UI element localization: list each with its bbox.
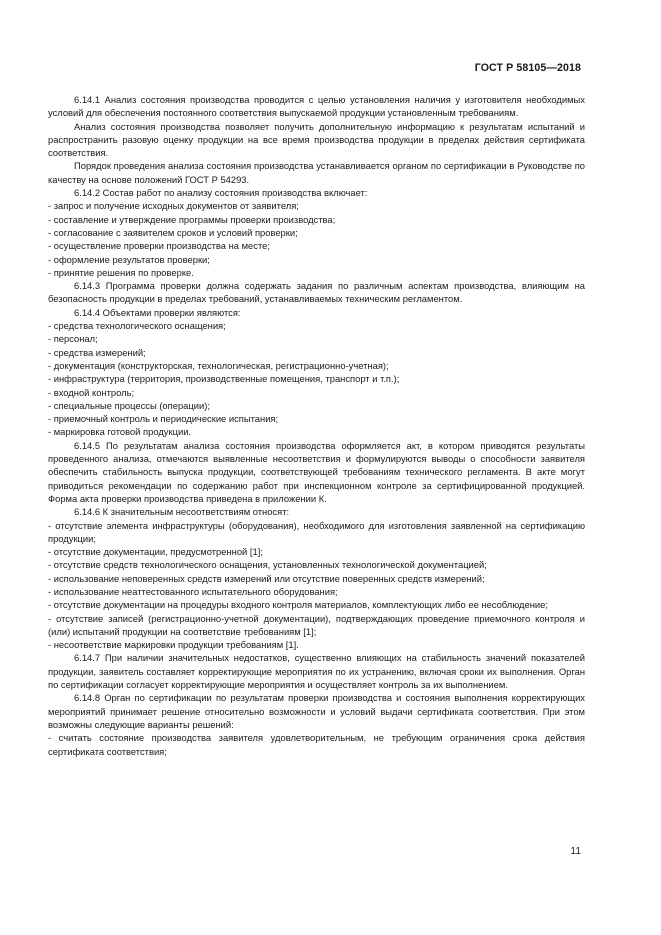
list-item: - средства технологического оснащения; <box>48 320 226 332</box>
list-item: - оформление результатов проверки; <box>48 253 210 265</box>
list-item: - приемочный контроль и периодические испытания; <box>48 413 279 425</box>
list-item: - отсутствие элемента инфраструктуры (оборудования), необходимого для изготовления заявленной на сертификацию продукции; <box>48 519 585 544</box>
list-item: - отсутствие документации на процедуры входного контроля материалов, комплектующих либо ее несоблюдение; <box>48 599 548 611</box>
list-item: - специальные процессы (операции); <box>48 399 210 411</box>
paragraph-6-14-8: 6.14.8 Орган по сертификации по результатам проверки производства и состояния выполнения корректирующих мероприятий принимает решение относительно возможности и условий выдачи сертификата соответствия. При этом возможны следующие варианты решений: <box>48 692 585 730</box>
list-item: - персонал; <box>48 333 98 345</box>
paragraph-6-14-4: 6.14.4 Объектами проверки являются: <box>74 306 241 318</box>
list-item: - маркировка готовой продукции. <box>48 426 192 438</box>
paragraph-6-14-5: 6.14.5 По результатам анализа состояния производства оформляется акт, в котором приводятся результаты проведенного анализа, отмечаются выявленные несоответствия и формулируются выводы о способности заявителя обеспечить стабильность выпуска продукции, соответствующей требованиям технического регламента. В акте могут приводиться рекомендации по содержанию работ при инспекционном контроле за сертифицированной продукцией. Форма акта проверки производства приведена в приложении К. <box>48 439 585 504</box>
paragraph-6-14-7: 6.14.7 При наличии значительных недостатков, существенно влияющих на стабильность значений показателей продукции, заявитель составляет корректирующие мероприятия по их устранению, включая сроки их выполнения. Орган по сертификации согласует корректирующие мероприятия и осуществляет контроль за их выполнением. <box>48 652 585 691</box>
list-item: - составление и утверждение программы проверки производства; <box>48 213 336 225</box>
list-item: - согласование с заявителем сроков и условий проверки; <box>48 226 298 238</box>
list-item: - использование неаттестованного испытательного оборудования; <box>48 585 338 597</box>
list-item: - осуществление проверки производства на месте; <box>48 240 270 252</box>
list-item: - несоответствие маркировки продукции требованиям [1]. <box>48 639 299 651</box>
paragraph-6-14-6: 6.14.6 К значительным несоответствиям относят: <box>74 506 290 518</box>
standard-header: ГОСТ Р 58105—2018 <box>474 62 581 74</box>
list-item: - отсутствие документации, предусмотренной [1]; <box>48 546 263 558</box>
list-item: - отсутствие записей (регистрационно-учетной документации), подтверждающих проведение приемочного контроля и (или) испытаний продукции на соответствие требованиям [1]; <box>48 612 585 637</box>
paragraph-6-14-2: 6.14.2 Состав работ по анализу состояния производства включает: <box>74 187 368 199</box>
paragraph-6-14-1: 6.14.1 Анализ состояния производства проводится с целью установления наличия у изготовителя необходимых условий для обеспечения постоянного соответствия выпускаемой продукции установленным требованиям. <box>48 94 585 119</box>
list-item: - отсутствие средств технологического оснащения, установленных технологической документацией; <box>48 559 487 571</box>
paragraph-6-14-3: 6.14.3 Программа проверки должна содержать задания по различным аспектам производства, влияющим на безопасность продукции в пределах требований, устанавливаемых техническим регламентом. <box>48 280 585 305</box>
list-item: - запрос и получение исходных документов от заявителя; <box>48 200 299 212</box>
list-item: - считать состояние производства заявителя удовлетворительным, не требующим ограничения срока действия сертификата соответствия; <box>48 732 585 757</box>
list-item: - входной контроль; <box>48 386 135 398</box>
list-item: - инфраструктура (территория, производственные помещения, транспорт и т.п.); <box>48 373 400 385</box>
page-number: 11 <box>570 846 581 857</box>
list-item: - документация (конструкторская, технологическая, регистрационно-учетная); <box>48 359 389 371</box>
list-item: - принятие решения по проверке. <box>48 266 194 278</box>
paragraph: Порядок проведения анализа состояния производства устанавливается органом по сертификации в Руководстве по качеству на основе положений ГОСТ Р 54293. <box>48 160 585 185</box>
list-item: - средства измерений; <box>48 346 146 358</box>
paragraph: Анализ состояния производства позволяет получить дополнительную информацию к результатам испытаний и распространить разовую оценку продукции на все время производства продукции в пределах действия сертификата соответствия. <box>48 120 585 159</box>
document-body <box>48 93 585 758</box>
list-item: - использование неповеренных средств измерений или отсутствие поверенных средств измерений; <box>48 572 485 584</box>
